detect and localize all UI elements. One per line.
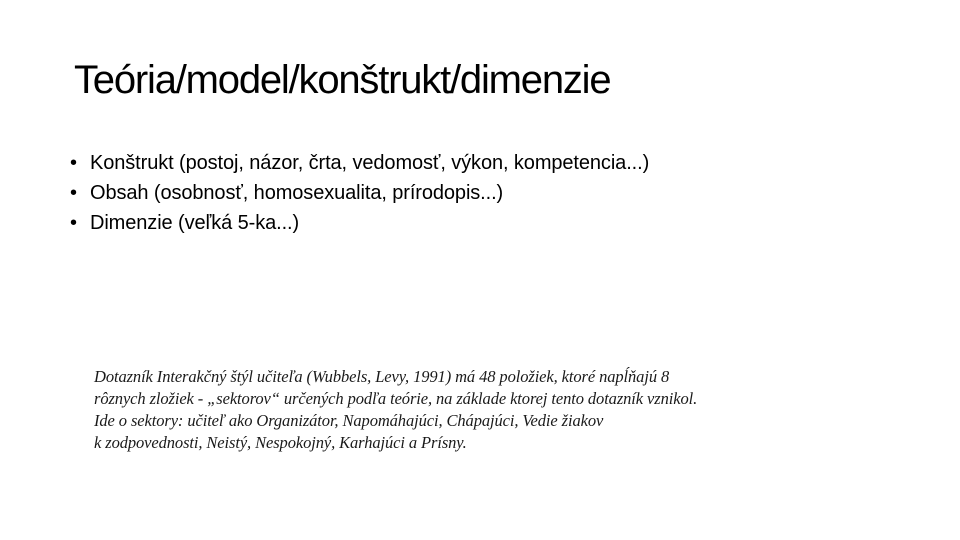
excerpt-line: Ide o sektory: učiteľ ako Organizátor, Napomáhajúci, Chápajúci, Vedie žiakov [94, 411, 604, 430]
bullet-text: Konštrukt (postoj, názor, črta, vedomosť, výkon, kompetencia...) [90, 152, 650, 174]
scanned-text-excerpt [94, 366, 874, 454]
excerpt-line: Dotazník Interakčný štýl učiteľa (Wubbels, Levy, 1991) má 48 položiek, ktoré napĺňajú 8 [94, 367, 670, 386]
bullet-text: Dimenzie (veľká 5-ka...) [90, 212, 300, 234]
excerpt-line: k zodpovednosti, Neistý, Nespokojný, Karhajúci a Prísny. [94, 433, 467, 452]
bullet-icon: • [70, 182, 77, 204]
bullet-icon: • [70, 212, 77, 234]
bullet-item [70, 208, 649, 238]
bullet-icon: • [70, 152, 77, 174]
bullet-text: Obsah (osobnosť, homosexualita, prírodopis...) [90, 182, 504, 204]
bullet-item [70, 178, 649, 208]
bullet-item [70, 148, 649, 178]
bullet-list [70, 148, 649, 238]
excerpt-line: rôznych zložiek - „sektorov“ určených podľa teórie, na základe ktorej tento dotazník vznikol. [94, 389, 698, 408]
slide-title: Teória/model/konštrukt/dimenzie [74, 58, 611, 102]
